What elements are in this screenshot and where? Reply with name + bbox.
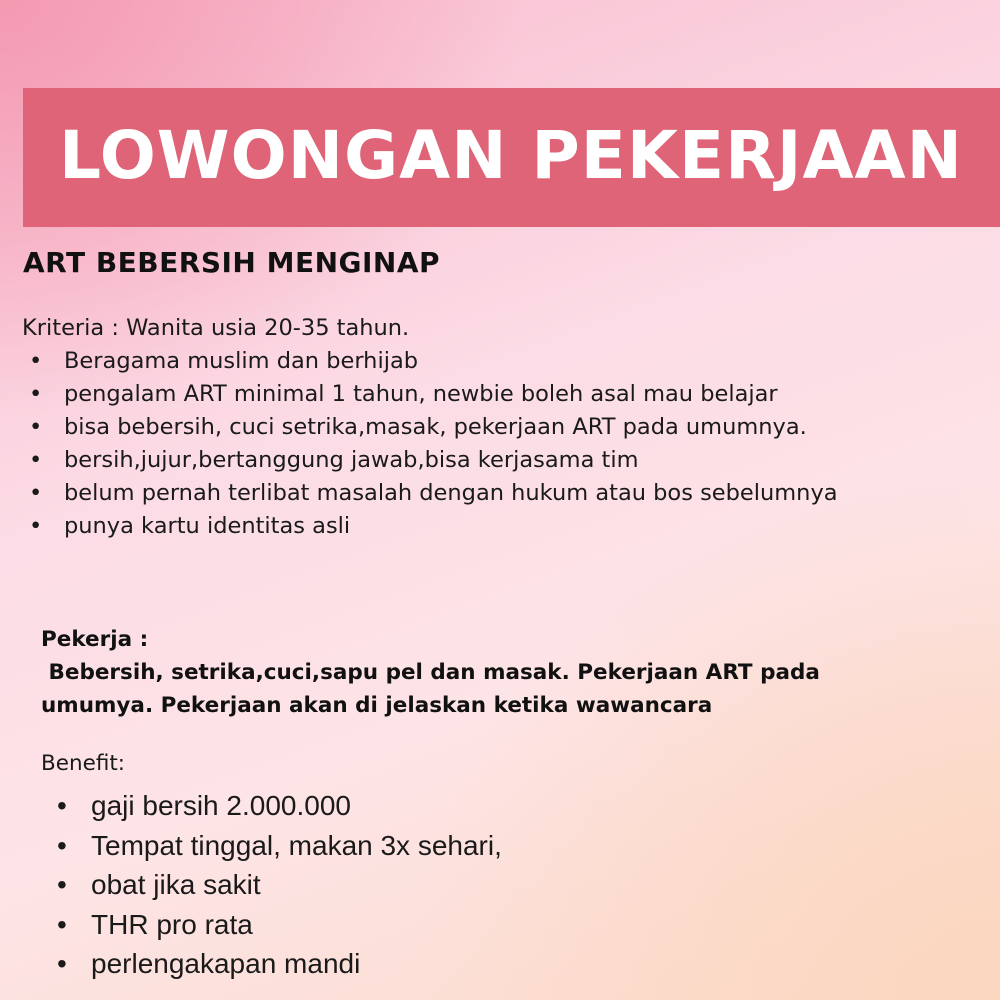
benefit-item-text: obat jika sakit: [91, 869, 261, 900]
bullet-icon: •: [57, 829, 67, 861]
bullet-icon: •: [29, 348, 43, 374]
bullet-icon: •: [57, 908, 67, 940]
job-title: ART BEBERSIH MENGINAP: [23, 246, 441, 279]
criteria-item: [22, 378, 882, 411]
bullet-icon: •: [29, 381, 43, 407]
criteria-section: [22, 312, 882, 543]
criteria-item: [22, 411, 882, 444]
criteria-item-text: punya kartu identitas asli: [64, 513, 351, 539]
benefit-item: [41, 786, 941, 826]
benefit-item: [41, 944, 941, 984]
benefit-item-text: Tempat tinggal, makan 3x sehari,: [91, 829, 502, 861]
benefit-item: [41, 905, 941, 945]
benefit-item: [41, 865, 941, 905]
criteria-item: [22, 444, 882, 477]
banner-title: LOWONGAN PEKERJAAN: [59, 117, 963, 194]
criteria-intro: Kriteria : Wanita usia 20-35 tahun.: [22, 315, 410, 341]
pekerja-description-line: umumya. Pekerjaan akan di jelaskan ketika wawancara: [41, 693, 713, 718]
criteria-list: [22, 345, 882, 543]
criteria-item-text: belum pernah terlibat masalah dengan hukum atau bos sebelumnya: [64, 480, 838, 506]
title-banner: [23, 88, 1000, 227]
criteria-item-text: bisa bebersih, cuci setrika,masak, pekerjaan ART pada umumnya.: [64, 414, 807, 440]
benefit-item-text: THR pro rata: [91, 908, 253, 940]
benefit-item-text: perlengakapan mandi: [91, 948, 361, 979]
pekerja-label: Pekerja :: [41, 627, 149, 652]
criteria-item: [22, 510, 882, 543]
criteria-item-text: bersih,jujur,bertanggung jawab,bisa kerjasama tim: [64, 447, 639, 473]
pekerja-section: [41, 623, 941, 722]
bullet-icon: •: [29, 414, 43, 440]
benefit-item: [41, 826, 941, 866]
criteria-item-text: Beragama muslim dan berhijab: [64, 348, 419, 374]
criteria-item: [22, 477, 882, 510]
benefit-item-text: gaji bersih 2.000.000: [91, 790, 351, 821]
bullet-icon: •: [57, 869, 67, 900]
bullet-icon: •: [29, 513, 43, 539]
bullet-icon: •: [57, 948, 67, 979]
pekerja-description-line: Bebersih, setrika,cuci,sapu pel dan masak. Pekerjaan ART pada: [41, 660, 820, 685]
benefit-label: Benefit:: [41, 751, 126, 776]
criteria-item: [22, 345, 882, 378]
bullet-icon: •: [29, 480, 43, 506]
bullet-icon: •: [57, 790, 67, 821]
benefit-list: [41, 786, 941, 984]
criteria-item-text: pengalam ART minimal 1 tahun, newbie boleh asal mau belajar: [64, 381, 778, 407]
benefit-section: [41, 746, 941, 984]
bullet-icon: •: [29, 447, 43, 473]
